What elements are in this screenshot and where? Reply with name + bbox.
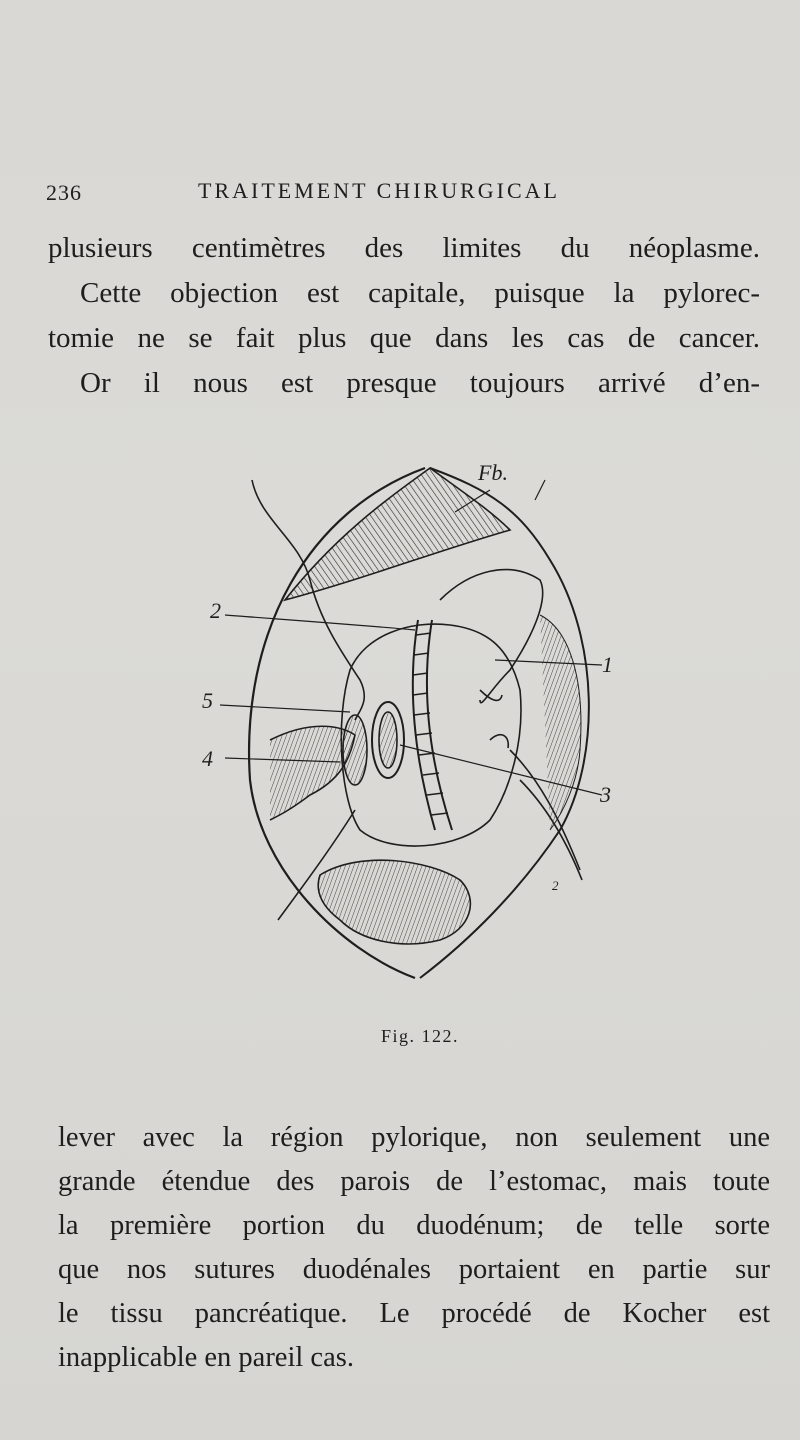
paragraph-top	[48, 226, 760, 406]
text-line: inapplicable en pareil cas.	[58, 1342, 354, 1373]
page-header	[46, 176, 666, 216]
figure-label-4: 4	[202, 746, 213, 771]
drawing-lines	[220, 468, 602, 978]
figure-label-1: 1	[602, 652, 613, 677]
figure-label-5: 5	[202, 688, 213, 713]
running-title: TRAITEMENT CHIRURGICAL	[198, 178, 560, 203]
text-line: grande étendue des parois de l’estomac, mais toute	[58, 1166, 770, 1197]
paragraph-bottom	[58, 1116, 770, 1380]
figure-label-2: 2	[210, 598, 221, 623]
text-line: que nos sutures duodénales portaient en partie sur	[58, 1254, 770, 1285]
text-line: le tissu pancréatique. Le procédé de Kocher est	[58, 1298, 770, 1329]
page-number: 236	[46, 180, 82, 205]
figure-label-3: 3	[600, 782, 611, 807]
text-line: la première portion du duodénum; de telle sorte	[58, 1210, 770, 1241]
figure-caption: Fig. 122.	[380, 1026, 459, 1046]
text-line: Cette objection est capitale, puisque la pylorec-	[80, 277, 760, 309]
text-line: tomie ne se fait plus que dans les cas de cancer.	[48, 322, 760, 354]
surgical-illustration	[190, 450, 650, 990]
text-line: plusieurs centimètres des limites du néoplasme.	[48, 232, 760, 264]
figure-label-small: 2	[552, 878, 559, 893]
text-line: lever avec la région pylorique, non seulement une	[58, 1122, 770, 1153]
figure-label-fb: Fb.	[478, 460, 508, 485]
text-line: Or il nous est presque toujours arrivé d’en-	[80, 367, 760, 399]
